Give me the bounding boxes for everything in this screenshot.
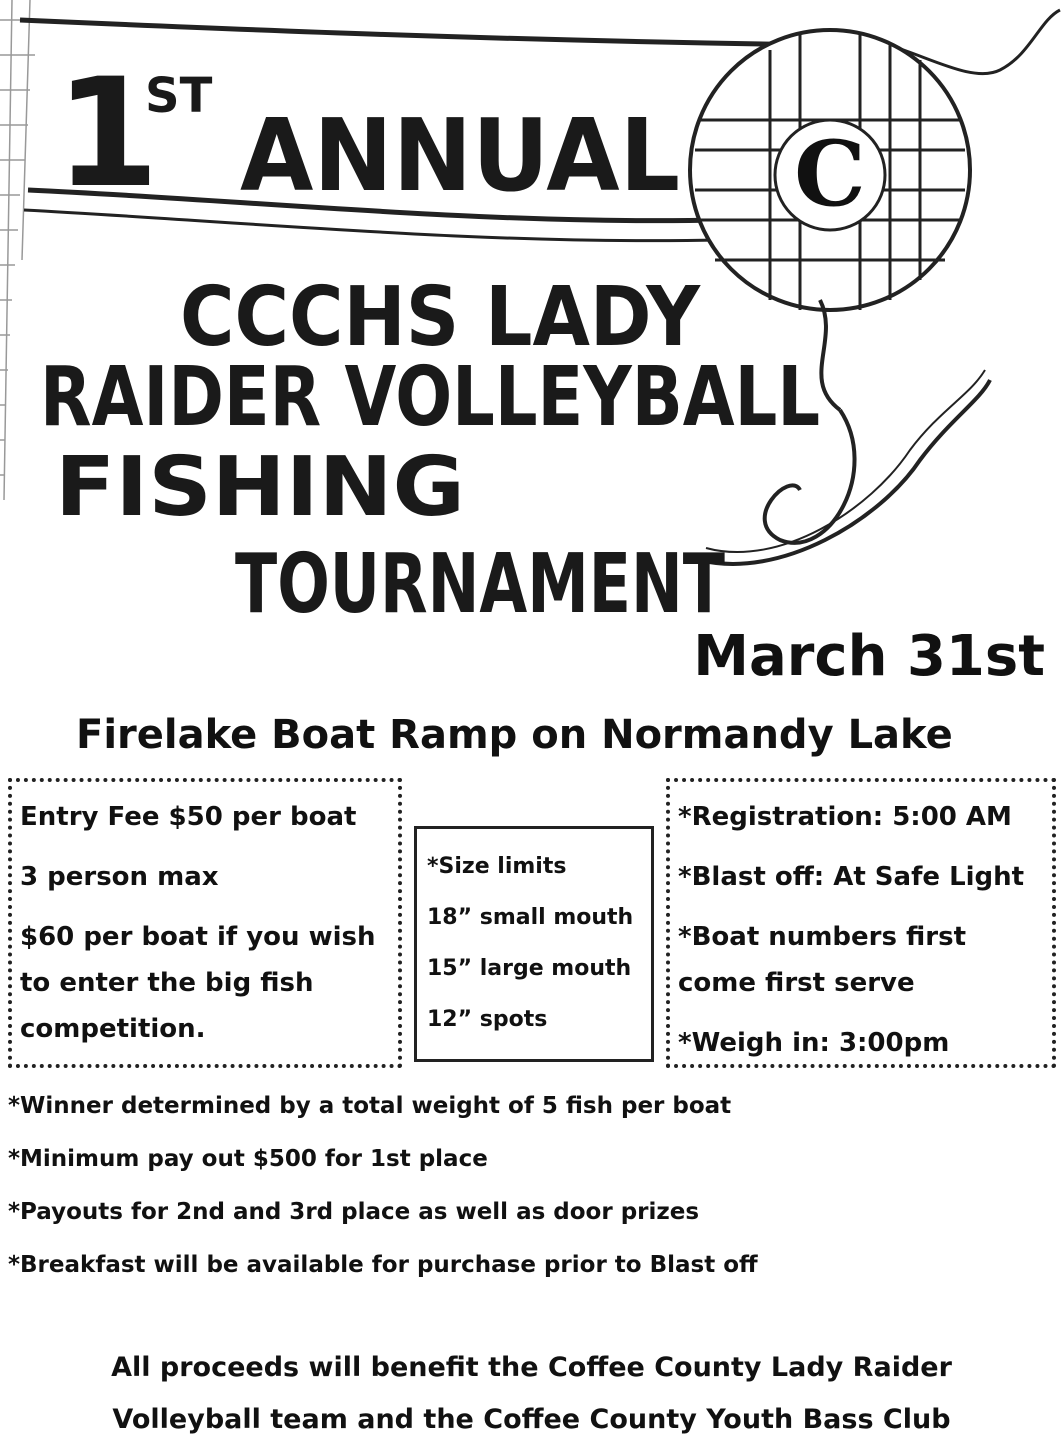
event-location: Firelake Boat Ramp on Normandy Lake bbox=[76, 712, 953, 758]
big-fish-text-1: $60 per boat if you wish bbox=[20, 922, 376, 952]
schedule-box bbox=[666, 778, 1056, 1068]
weigh-in-text: *Weigh in: 3:00pm bbox=[678, 1028, 950, 1058]
big-fish-text-2: to enter the big fish bbox=[20, 968, 314, 998]
size-limits-heading: *Size limits bbox=[427, 854, 567, 879]
boat-numbers-text-2: come first serve bbox=[678, 968, 915, 998]
footer-line-1: All proceeds will benefit the Coffee County Lady Raider bbox=[111, 1352, 952, 1383]
annual-number: 1 bbox=[55, 47, 160, 221]
event-date: March 31st bbox=[693, 624, 1045, 689]
rule-item: *Minimum pay out $500 for 1st place bbox=[8, 1146, 488, 1172]
title-line-3: FISHING bbox=[55, 440, 465, 535]
entry-fee-box bbox=[8, 778, 402, 1068]
size-limit-large-mouth: 15” large mouth bbox=[427, 956, 632, 981]
proceeds-footer bbox=[0, 1342, 1063, 1446]
big-fish-text-3: competition. bbox=[20, 1014, 206, 1044]
footer-line-2: Volleyball team and the Coffee County Youth Bass Club bbox=[112, 1404, 951, 1435]
rule-item: *Breakfast will be available for purchase prior to Blast off bbox=[8, 1252, 758, 1278]
size-limits-box bbox=[414, 826, 654, 1062]
blast-off-text: *Blast off: At Safe Light bbox=[678, 862, 1025, 892]
title-line-2: RAIDER VOLLEYBALL bbox=[40, 350, 820, 445]
size-limit-spots: 12” spots bbox=[427, 1007, 548, 1032]
title-line-4: TOURNAMENT bbox=[235, 537, 726, 632]
size-limit-small-mouth: 18” small mouth bbox=[427, 905, 634, 930]
annual-superscript: ST bbox=[145, 68, 213, 124]
boat-numbers-text-1: *Boat numbers first bbox=[678, 922, 967, 952]
rule-item: *Winner determined by a total weight of 5 fish per boat bbox=[8, 1093, 732, 1119]
annual-word: ANNUAL bbox=[240, 97, 680, 214]
rule-item: *Payouts for 2nd and 3rd place as well as door prizes bbox=[8, 1199, 700, 1225]
title-line-1: CCCHS LADY bbox=[180, 270, 702, 365]
ball-logo-text: C bbox=[794, 121, 866, 227]
person-max-text: 3 person max bbox=[20, 862, 219, 892]
net-graphic bbox=[0, 0, 40, 500]
entry-fee-text: Entry Fee $50 per boat bbox=[20, 802, 357, 832]
volleyball-graphic bbox=[690, 30, 970, 310]
registration-text: *Registration: 5:00 AM bbox=[678, 802, 1012, 832]
header-artwork bbox=[0, 0, 1063, 640]
rules-list bbox=[8, 1088, 758, 1300]
